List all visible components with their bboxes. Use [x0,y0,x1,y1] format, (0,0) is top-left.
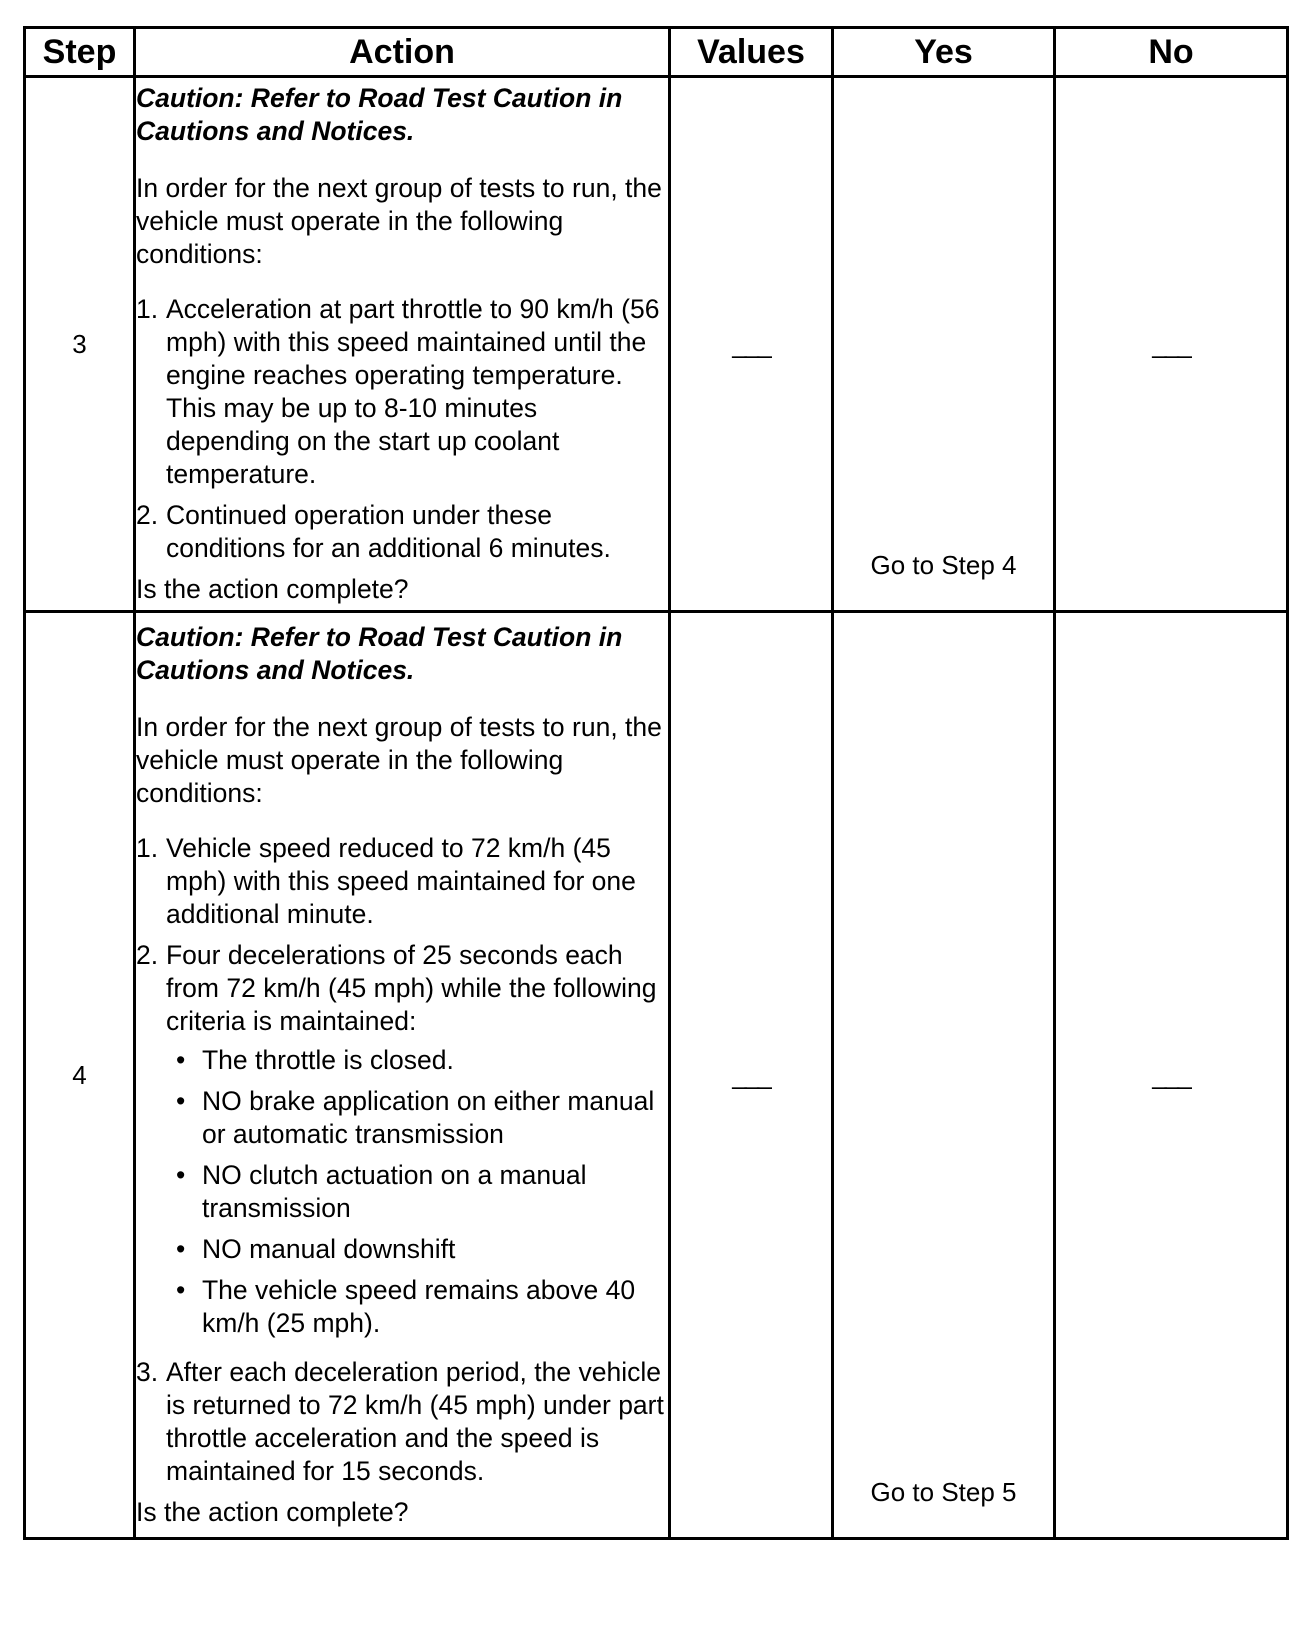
item-text: Four decelerations of 25 seconds each from 72 km/h (45 mph) while the following criteria is maintained: [166,940,657,1036]
item-text: Acceleration at part throttle to 90 km/h (56 mph) with this speed maintained until the engine reaches operating temperature. This may be up to 8-10 minutes depending on the start up coolant temperature. [166,294,660,489]
header-row [25,28,1288,77]
header-yes: Yes [833,28,1055,77]
bullet-text: NO clutch actuation on a manual transmission [202,1160,587,1223]
header-step: Step [25,28,135,77]
bullet-text: NO manual downshift [202,1234,456,1264]
item-text: Continued operation under these conditions for an additional 6 minutes. [166,500,611,563]
step-number: 3 [25,77,135,612]
item-number: 3. [136,1357,159,1387]
diagnostic-table-page [23,26,1286,1540]
bullet-item [176,1085,668,1151]
item-text: Vehicle speed reduced to 72 km/h (45 mph) with this speed maintained for one additional minute. [166,833,636,929]
question-text: Is the action complete? [136,1497,409,1527]
item-text: After each deceleration period, the vehicle is returned to 72 km/h (45 mph) under part throttle acceleration and the speed is maintained for 15 seconds. [166,1357,664,1486]
item-number: 2. [136,940,159,970]
header-values: Values [670,28,833,77]
bullet-icon: • [176,1234,186,1264]
bullet-item [176,1044,668,1077]
bullet-item [176,1233,668,1266]
no-dash: ___ [1152,328,1190,359]
header-action: Action [135,28,670,77]
values-cell [670,612,833,1539]
table-row-step-3 [25,77,1288,612]
bullet-item [176,1159,668,1225]
header-no: No [1055,28,1288,77]
item-number: 1. [136,833,159,863]
intro-text: In order for the next group of tests to run, the vehicle must operate in the following conditions: [136,712,662,808]
list-item [136,293,668,491]
values-dash: ___ [732,1059,770,1090]
step-number: 4 [25,612,135,1539]
bullet-icon: • [176,1275,186,1305]
yes-cell [833,77,1055,612]
intro-text: In order for the next group of tests to run, the vehicle must operate in the following conditions: [136,173,662,269]
bullet-icon: • [176,1045,186,1075]
bullet-icon: • [176,1086,186,1116]
no-dash: ___ [1152,1059,1190,1090]
bullet-text: NO brake application on either manual or automatic transmission [202,1086,655,1149]
table-row-step-4 [25,612,1288,1539]
list-item [136,499,668,565]
question-text: Is the action complete? [136,574,409,604]
no-cell [1055,612,1288,1539]
action-cell [135,77,670,612]
item-body [166,939,668,1348]
list-item [136,939,668,1348]
diagnostic-table [23,26,1289,1540]
caution-text: Caution: Refer to Road Test Caution in Cautions and Notices. [136,622,623,685]
list-item [136,1356,668,1488]
values-cell [670,77,833,612]
item-number: 1. [136,294,159,324]
bullet-text: The throttle is closed. [202,1045,454,1075]
yes-goto-link: Go to Step 5 [870,1477,1017,1507]
no-cell [1055,77,1288,612]
item-number: 2. [136,500,159,530]
criteria-bullet-list [166,1044,668,1340]
caution-text: Caution: Refer to Road Test Caution in Cautions and Notices. [136,83,623,146]
values-dash: ___ [732,328,770,359]
bullet-text: The vehicle speed remains above 40 km/h (25 mph). [202,1275,636,1338]
yes-cell [833,612,1055,1539]
action-cell [135,612,670,1539]
bullet-item [176,1274,668,1340]
list-item [136,832,668,931]
yes-goto-link: Go to Step 4 [870,550,1017,580]
bullet-icon: • [176,1160,186,1190]
